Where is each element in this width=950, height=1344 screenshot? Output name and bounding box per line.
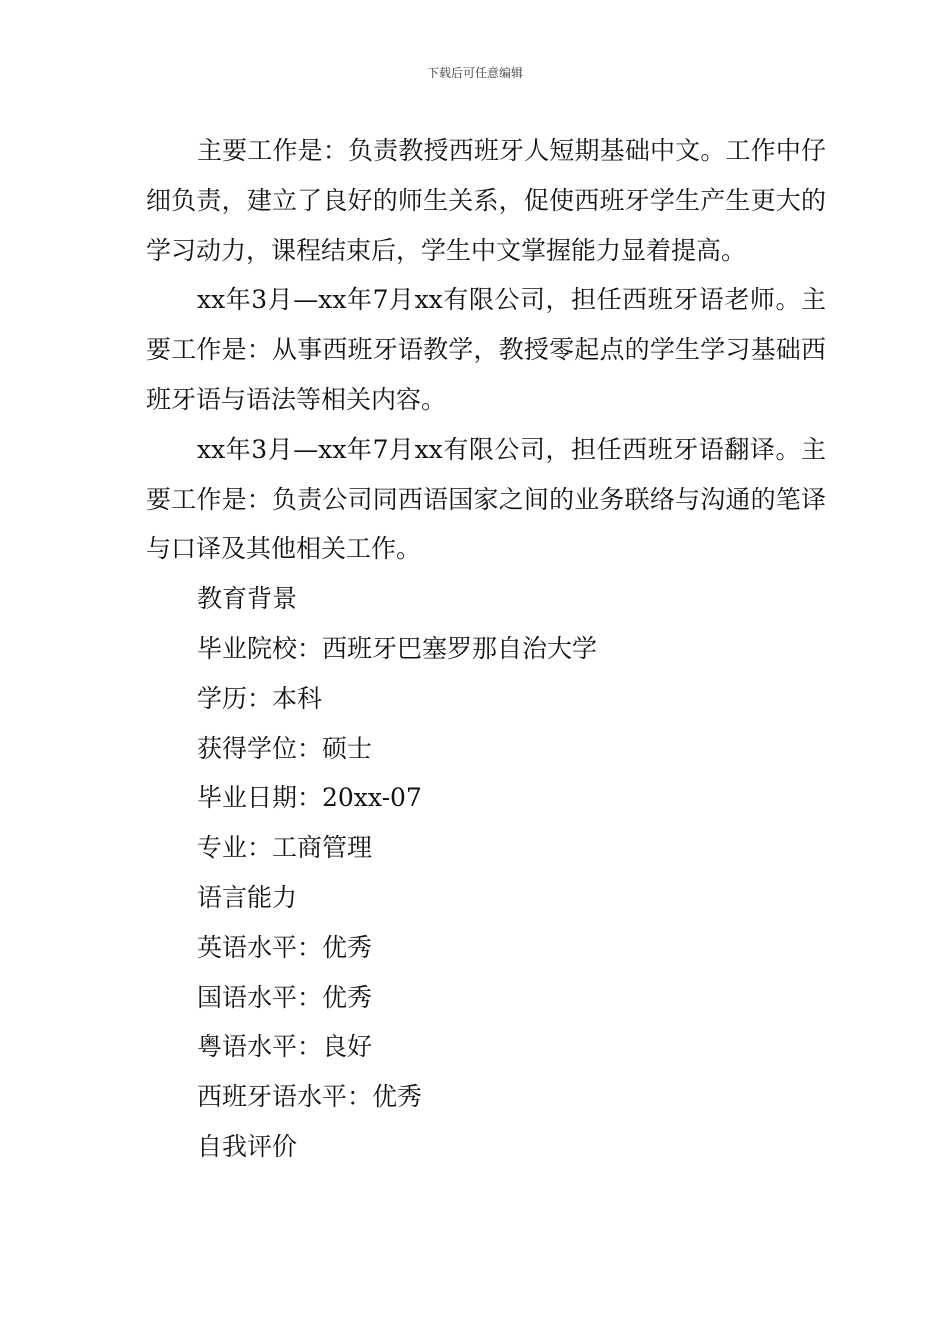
education-degree: 获得学位：硕士 <box>197 733 373 763</box>
work-experience-translator-paragraph: xx年3月—xx年7月xx有限公司，担任西班牙语翻译。主要工作是：负责公司同西语国家之间的业务联络与沟通的笔译与口译及其他相关工作。 <box>146 434 826 564</box>
education-major: 专业：工商管理 <box>197 833 373 863</box>
education-heading: 教育背景 <box>197 584 298 614</box>
language-mandarin: 国语水平：优秀 <box>197 982 373 1012</box>
page-header-note: 下载后可任意编辑 <box>426 66 523 80</box>
education-degree-level: 学历：本科 <box>197 683 323 713</box>
self-evaluation-heading: 自我评价 <box>197 1131 298 1161</box>
education-graduation-date: 毕业日期：20xx-07 <box>197 783 422 813</box>
work-description-paragraph: 主要工作是：负责教授西班牙人短期基础中文。工作中仔细负责，建立了良好的师生关系，促使西班牙学生产生更大的学习动力，课程结束后，学生中文掌握能力显着提高。 <box>146 136 826 265</box>
work-experience-teacher-paragraph: xx年3月—xx年7月xx有限公司，担任西班牙语老师。主要工作是：从事西班牙语教学，教授零起点的学生学习基础西班牙语与语法等相关内容。 <box>146 285 826 414</box>
language-cantonese: 粤语水平：良好 <box>197 1032 373 1062</box>
language-spanish: 西班牙语水平：优秀 <box>197 1082 423 1112</box>
document-body <box>146 126 826 1172</box>
languages-heading: 语言能力 <box>197 882 298 912</box>
education-school: 毕业院校：西班牙巴塞罗那自治大学 <box>197 633 598 663</box>
language-english: 英语水平：优秀 <box>197 932 373 962</box>
